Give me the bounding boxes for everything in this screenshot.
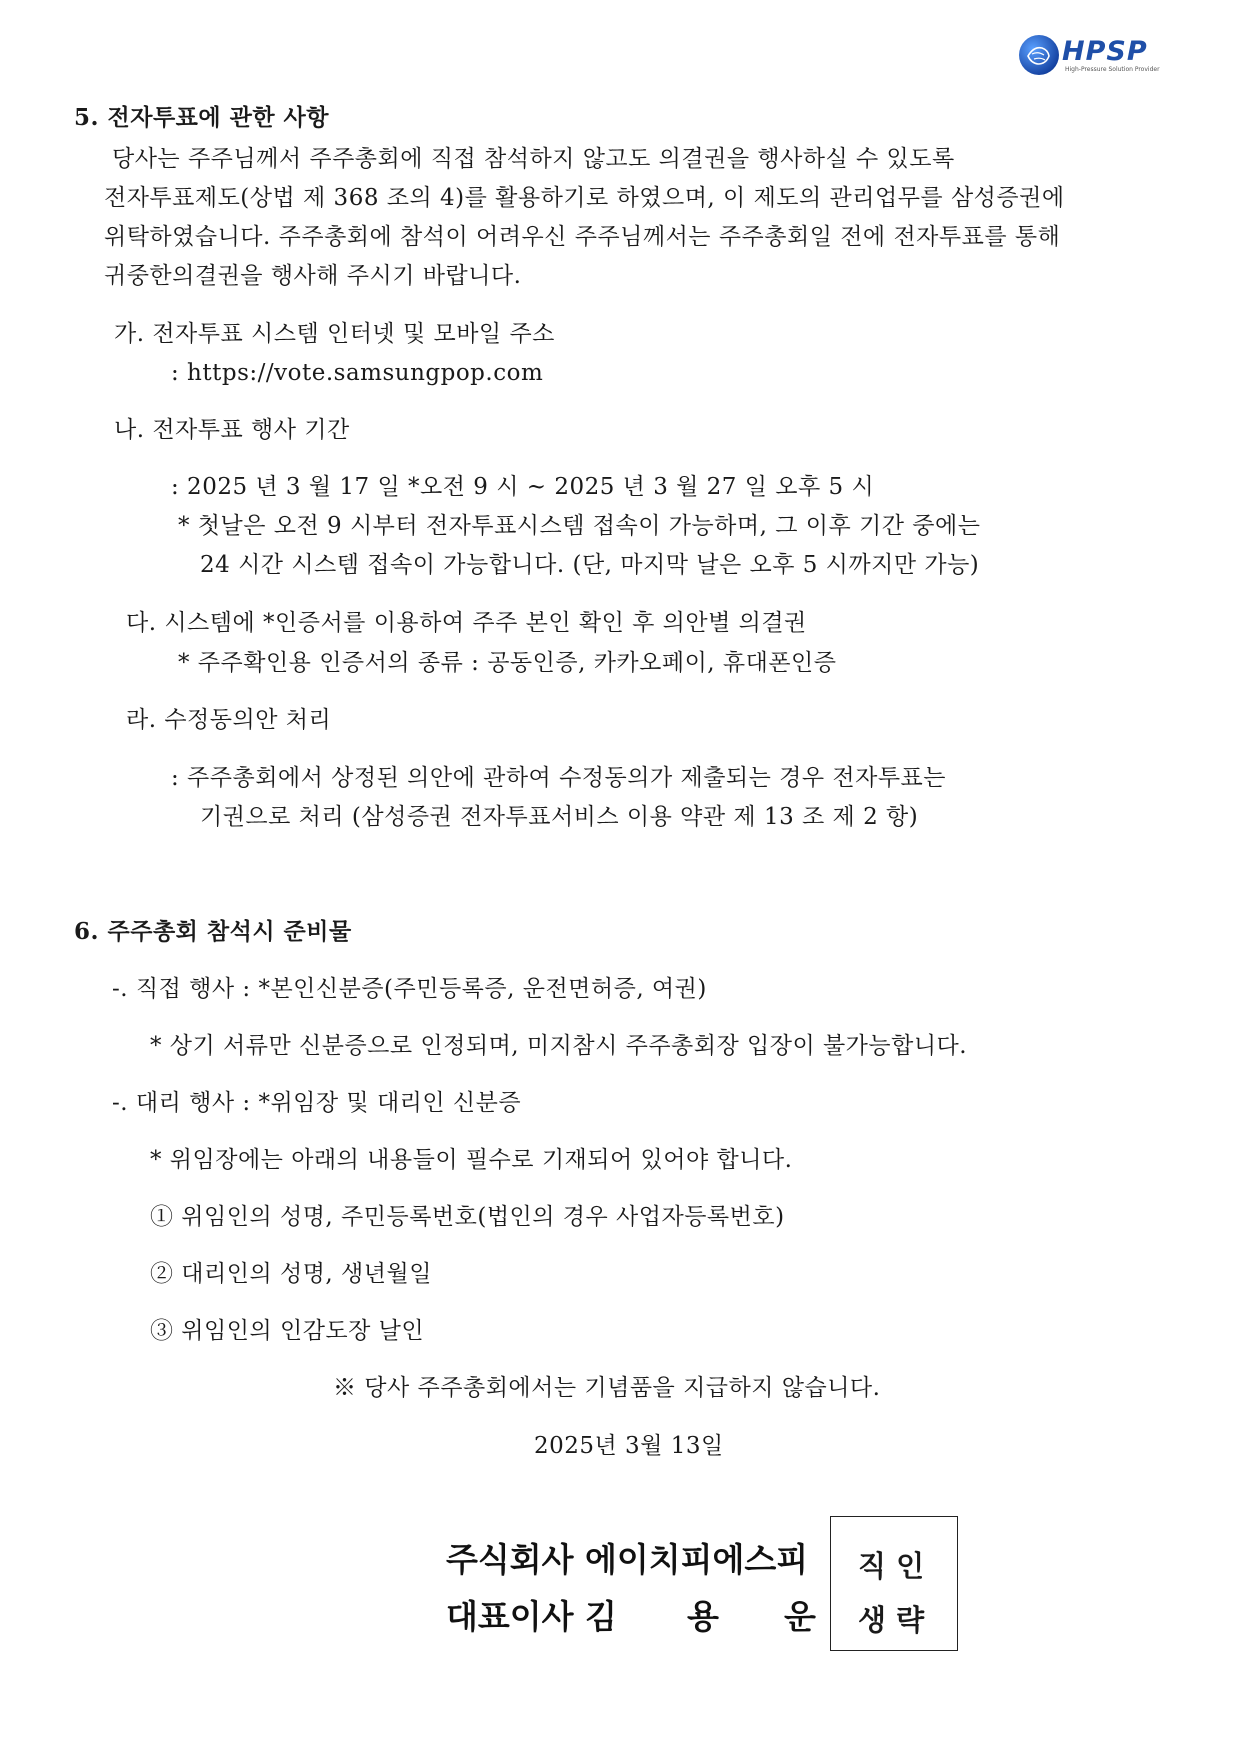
item-da-title: 다. 시스템에 *인증서를 이용하여 주주 본인 확인 후 의안별 의결권 xyxy=(126,610,807,636)
document-date: 2025년 3월 13일 xyxy=(534,1433,724,1459)
seal-label-bottom: 생 략 xyxy=(858,1603,925,1637)
proxy-requirement-item: ① 위임인의 성명, 주민등록번호(법인의 경우 사업자등록번호) xyxy=(150,1204,785,1230)
amendment-text: 기권으로 처리 (삼성증권 전자투표서비스 이용 약관 제 13 조 제 2 항) xyxy=(200,804,919,830)
logo-tagline: High-Pressure Solution Provider xyxy=(1065,66,1160,73)
proxy-attendance: -. 대리 행사 : *위임장 및 대리인 신분증 xyxy=(112,1090,522,1116)
item-na-title: 나. 전자투표 행사 기간 xyxy=(114,417,350,443)
direct-attendance-note: * 상기 서류만 신분증으로 인정되며, 미지참시 주주총회장 입장이 불가능합니다. xyxy=(150,1033,968,1059)
section6-heading: 6. 주주총회 참석시 준비물 xyxy=(74,918,352,945)
ceo-name-part: 운 xyxy=(784,1597,816,1636)
company-logo xyxy=(1018,34,1168,78)
proxy-requirement-item: ② 대리인의 성명, 생년월일 xyxy=(150,1261,432,1287)
ceo-name-part: 용 xyxy=(687,1597,719,1636)
direct-attendance: -. 직접 행사 : *본인신분증(주민등록증, 운전면허증, 여권) xyxy=(112,976,707,1002)
section5-paragraph-line: 위탁하였습니다. 주주총회에 참석이 어려우신 주주님께서는 주주총회일 전에 전자투표를 통해 xyxy=(104,224,1061,250)
certificate-note: * 주주확인용 인증서의 종류 : 공동인증, 카카오페이, 휴대폰인증 xyxy=(178,650,837,676)
section5-paragraph-line: 귀중한의결권을 행사해 주시기 바랍니다. xyxy=(104,263,522,289)
seal-label-top: 직 인 xyxy=(858,1549,925,1583)
globe-icon xyxy=(1018,34,1060,76)
voting-note: 24 시간 시스템 접속이 가능합니다. (단, 마지막 날은 오후 5 시까지만 가능) xyxy=(200,552,980,578)
company-name: 주식회사 에이치피에스피 xyxy=(446,1540,809,1579)
item-ra-title: 라. 수정동의안 처리 xyxy=(126,707,332,733)
seal-omitted-box xyxy=(830,1516,958,1651)
proxy-note: * 위임장에는 아래의 내용들이 필수로 기재되어 있어야 합니다. xyxy=(150,1147,793,1173)
logo-wordmark: HPSP xyxy=(1062,36,1148,67)
proxy-requirement-item: ③ 위임인의 인감도장 날인 xyxy=(150,1318,425,1344)
voting-note: * 첫날은 오전 9 시부터 전자투표시스템 접속이 가능하며, 그 이후 기간 중에는 xyxy=(178,513,981,539)
section5-paragraph-line: 전자투표제도(상법 제 368 조의 4)를 활용하기로 하였으며, 이 제도의 관리업무를 삼성증권에 xyxy=(104,185,1065,211)
amendment-text: : 주주총회에서 상정된 의안에 관하여 수정동의가 제출되는 경우 전자투표는 xyxy=(171,765,946,791)
vote-url: : https://vote.samsungpop.com xyxy=(171,360,544,386)
ceo-title: 대표이사 김 xyxy=(446,1597,617,1636)
item-ga-title: 가. 전자투표 시스템 인터넷 및 모바일 주소 xyxy=(114,321,555,347)
section5-paragraph-line: 당사는 주주님께서 주주총회에 직접 참석하지 않고도 의결권을 행사하실 수 있도록 xyxy=(112,146,955,172)
section5-heading: 5. 전자투표에 관한 사항 xyxy=(74,104,329,131)
souvenir-notice: ※ 당사 주주총회에서는 기념품을 지급하지 않습니다. xyxy=(333,1375,881,1401)
voting-period: : 2025 년 3 월 17 일 *오전 9 시 ~ 2025 년 3 월 27 일 오후 5 시 xyxy=(171,474,875,500)
